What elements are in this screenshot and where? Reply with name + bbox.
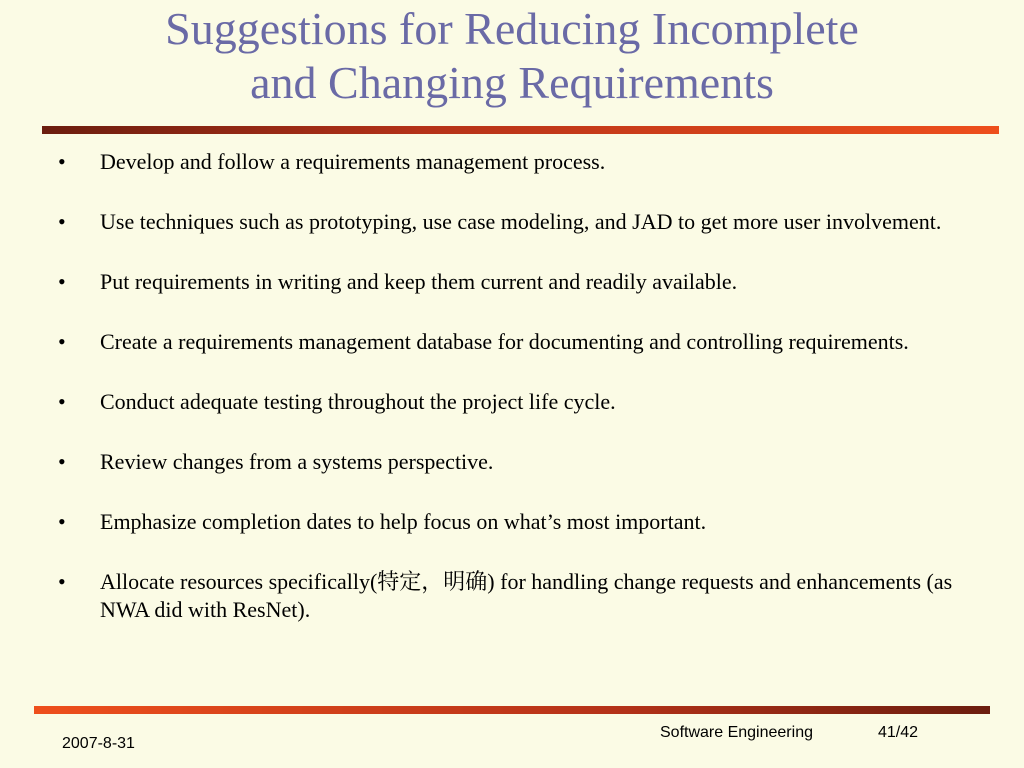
bullet-item [58,508,958,536]
slide-title [40,2,984,110]
bullet-icon: • [58,269,66,294]
bullet-item [58,148,958,176]
footer-course-name: Software Engineering [660,724,813,741]
bullet-item [58,268,958,296]
footer-divider [34,706,990,714]
bullet-icon: • [58,149,66,174]
bullet-icon: • [58,329,66,354]
bullet-item [58,388,958,416]
bullet-text: Emphasize completion dates to help focus on what’s most important. [100,509,707,534]
bullet-item [58,328,958,356]
slide-number: 41/42 [878,724,919,741]
bullet-text: Allocate resources specifically(特定，明确) for handling change requests and enhancements (as NWA did with ResNet). [100,569,953,622]
footer-date: 2007-8-31 [62,735,135,752]
slide-title-line-2: and Changing Requirements [250,57,774,108]
slide-title-line-1: Suggestions for Reducing Incomplete [165,3,859,54]
bullet-list [58,148,958,656]
bullet-text: Develop and follow a requirements management process. [100,149,606,174]
bullet-item [58,568,958,624]
bullet-icon: • [58,569,66,594]
bullet-text: Create a requirements management database for documenting and controlling requirements. [100,329,909,354]
bullet-icon: • [58,209,66,234]
title-divider [42,126,999,134]
bullet-text: Put requirements in writing and keep them current and readily available. [100,269,738,294]
bullet-item [58,208,958,236]
bullet-item [58,448,958,476]
bullet-icon: • [58,509,66,534]
bullet-text: Review changes from a systems perspective. [100,449,494,474]
bullet-text: Use techniques such as prototyping, use case modeling, and JAD to get more user involvement. [100,209,942,234]
bullet-icon: • [58,389,66,414]
bullet-text: Conduct adequate testing throughout the project life cycle. [100,389,616,414]
bullet-icon: • [58,449,66,474]
